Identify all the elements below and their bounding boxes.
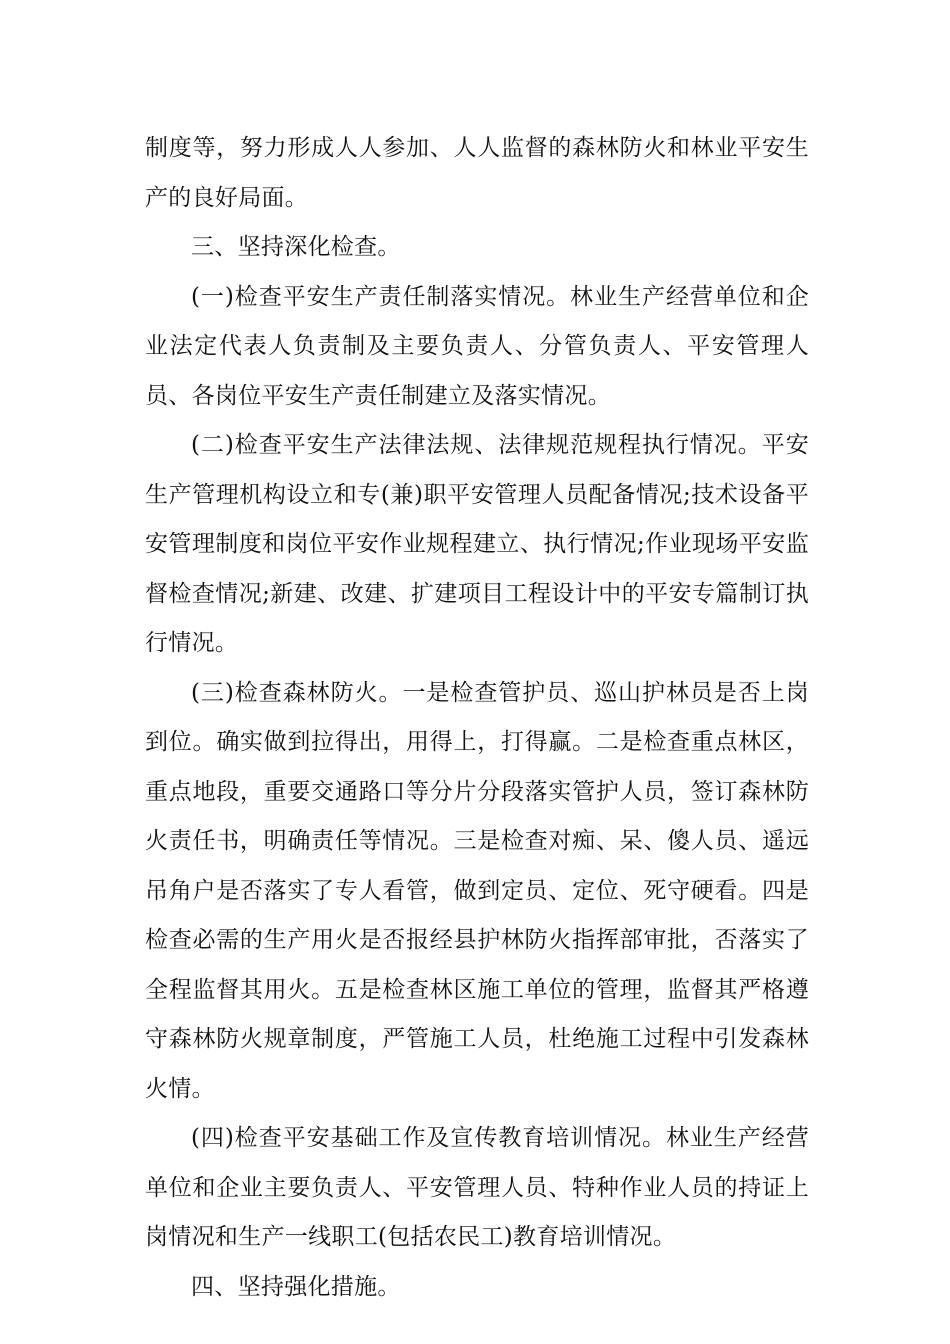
- paragraph-item-3: (三)检查森林防火。一是检查管护员、巡山护林员是否上岗到位。确实做到拉得出，用得上，打得赢。二是检查重点林区，重点地段，重要交通路口等分片分段落实管护人员，签订森林防火责任书，明确责任等情况。三是检查对痴、呆、傻人员、遥远吊角户是否落实了专人看管，做到定员、定位、死守硬看。四是检查必需的生产用火是否报经县护林防火指挥部审批，否落实了全程监督其用火。五是检查林区施工单位的管理，监督其严格遵守森林防火规章制度，严管施工人员，杜绝施工过程中引发森林火情。: [145, 679, 809, 1102]
- paragraph-continuation: 制度等，努力形成人人参加、人人监督的森林防火和林业平安生产的良好局面。: [145, 135, 809, 211]
- paragraph-item-2: (二)检查平安生产法律法规、法律规范规程执行情况。平安生产管理机构设立和专(兼)职平安管理人员配备情况;技术设备平安管理制度和岗位平安作业规程建立、执行情况;作业现场平安监督检查情况;新建、改建、扩建项目工程设计中的平安专篇制订执行情况。: [145, 432, 809, 656]
- section-heading-3: 三、坚持深化检查。: [191, 234, 401, 260]
- paragraph-item-1: (一)检查平安生产责任制落实情况。林业生产经营单位和企业法定代表人负责制及主要负责人、分管负责人、平安管理人员、各岗位平安生产责任制建立及落实情况。: [145, 283, 809, 409]
- section-heading-4: 四、坚持强化措施。: [191, 1273, 401, 1300]
- document-body: [145, 124, 809, 1312]
- paragraph-item-4: (四)检查平安基础工作及宣传教育培训情况。林业生产经营单位和企业主要负责人、平安管理人员、特种作业人员的持证上岗情况和生产一线职工(包括农民工)教育培训情况。: [145, 1125, 809, 1250]
